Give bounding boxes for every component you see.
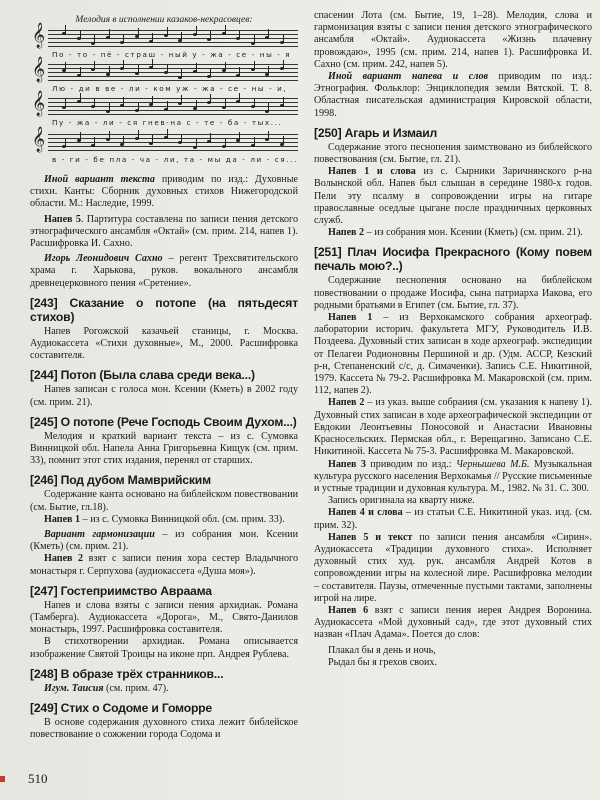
note-head (222, 32, 226, 35)
treble-clef-icon: 𝄞 (32, 127, 46, 152)
paragraph-251f: Напев 4 и слова – из статьи С.Е. Никитиной указ. изд. (см. прим. 32). (314, 507, 592, 531)
paragraph-251h: Напев 6 взят с записи пения иерея Андрея Воронина. Аудиокассета «Мой духовный сад», где этот духовный стих назван «Плач Адама». Поется до слов: (314, 604, 592, 641)
paragraph-245: Мелодия и краткий вариант текста – из с. Сумовка Винницкой обл. Напела Анна Григорьевна Кищук (см. прим. 33), помнит этот стих издания, перенял от старших. (30, 430, 298, 467)
note-head (135, 109, 139, 112)
note-head (251, 42, 255, 45)
note-head (280, 143, 284, 146)
staff-3 (32, 91, 298, 116)
note-head (62, 69, 66, 72)
note-head (251, 105, 255, 108)
heading-246: [246] Под дубом Мамврийским (30, 473, 211, 488)
paragraph-243: Напев Рогожской казачьей станицы, г. Москва. Аудиокассета «Стихи духовные», М., 2000. Расшифровка составителя. (30, 325, 298, 362)
treble-clef-icon: 𝄞 (32, 91, 46, 116)
paragraph-napev5: Напев 5. Партитура составлена по записи пения детского этнографического ансамбля «Октай» (см. прим. 214, напев 1). Расшифровка И. Сахно. (30, 213, 298, 250)
note-head (120, 41, 124, 44)
note-head (106, 73, 110, 76)
note-head (178, 76, 182, 79)
note-head (106, 36, 110, 39)
note-head (207, 101, 211, 104)
music-score (30, 14, 298, 172)
paragraph-250c: Напев 2 – из собрания мон. Ксении (Кметь) (см. прим. 21). (328, 227, 583, 239)
note-head (265, 36, 269, 39)
note-head (193, 107, 197, 110)
note-head (222, 69, 226, 72)
note-head (251, 68, 255, 71)
note-head (193, 70, 197, 73)
note-head (280, 67, 284, 70)
note-head (77, 74, 81, 77)
paragraph-sakhno: Игорь Леонидович Сахно – регент Трехсвятительского храма г. Харькова, руков. вокального ансамбля древнецерковного пения «Сретение». (30, 253, 299, 289)
verse-line-2: Рыдал бы я грехов своих. (328, 656, 437, 668)
note-head (77, 139, 81, 142)
note-head (62, 145, 66, 148)
note-head (106, 138, 110, 141)
note-head (120, 143, 124, 146)
paragraph-251a: Содержание песнопения основано на библейском повествовании о продаже Иосифа, сына патриарха Иакова, его родными братьями в Египет (см. Бытие, гл. 37). (314, 275, 592, 311)
note-head (62, 106, 66, 109)
paragraph-246c: Вариант гармонизации – из собрания мон. Ксении (Кметь) (см. прим. 21). (30, 529, 298, 553)
paragraph-244: Напев записан с голоса мон. Ксении (Кметь) в 2002 году (см. прим. 21). (30, 384, 298, 408)
note-head (164, 108, 168, 111)
notes-1 (48, 30, 298, 46)
note-head (164, 71, 168, 74)
note-head (106, 110, 110, 113)
note-head (149, 66, 153, 69)
staff-2 (32, 57, 298, 82)
staff-4 (32, 127, 298, 152)
note-head (222, 106, 226, 109)
paragraph-vyatka: Иной вариант напева и слов приводим по изд.: Этнография. Фольклор: Энциклопедия земли Вятской. Т. 8. Областная писательская администрация Кировской области, 1998. (314, 71, 592, 119)
note-head (222, 145, 226, 148)
lyrics-line-3: Пу - жа - ли - ся гнев-на с - те - ба - тых... (52, 118, 283, 127)
note-head (207, 140, 211, 143)
note-head (91, 105, 95, 108)
heading-250: [250] Агарь и Измаил (314, 125, 438, 140)
note-head (265, 110, 269, 113)
note-head (207, 75, 211, 78)
paragraph-251b: Напев 1 – из Верхокамского собрания археограф. лаборатории историч. факультета МГУ, Руководитель И.В. Поздеева. Духовный стих записан в ходе археограф. экспедиции от Пелагеи Родионовны Першиной и др. (Удм. АССР, Кезский р-н, Степаненский с/с, д. Симаченки). Запись С.Е. Никитиной, 1979. Кассета № 79-2. Расшифровка М. Макаровской (см. прим. 112, напев 2). (314, 312, 592, 397)
note-head (236, 74, 240, 77)
paragraph-246d: Напев 2 взят с записи пения хора сестер Владычного монастыря г. Серпухова (аудиокассета «Душа моя»). (30, 553, 298, 577)
heading-251: [251] Плач Иосифа Прекрасного (Кому повем печаль мою?..) (314, 245, 592, 274)
paragraph-247b: В стихотворении архидиак. Романа описывается изображение Святой Троицы на иконе прп. Андрея Рублева. (30, 636, 298, 660)
treble-clef-icon: 𝄞 (32, 57, 46, 82)
notes-3 (48, 98, 298, 114)
lyrics-line-2: Лю - ди в ве - ли - ком уж - жа - се - ны - и, (52, 84, 288, 93)
paragraph-variant: Иной вариант текста приводим по изд.: Духовные стихи. Канты: Сборник духовных стихов Нижегородской области. М.: Наследие, 1999. (30, 174, 299, 210)
paragraph-249: В основе содержания духовного стиха лежит библейское повествование о сожжении города Содома и (30, 717, 298, 741)
note-head (149, 142, 153, 145)
note-head (193, 146, 197, 149)
heading-244: [244] Потоп (Была слава среди века...) (30, 368, 255, 383)
note-head (164, 136, 168, 139)
paragraph-251g: Напев 5 и текст по записи пения ансамбля «Сирин». Аудиокассета «Традиции духовного стиха». Исполняет духовный стих худ. рук. ансамбля Андрей Котов в сопровождении игры на колесной лире. Расшифровка мелодии – составителя. Паузы, отмеченные пустыми тактами, заполнены игрой на лире. (314, 531, 592, 604)
paragraph-248: Игум. Таисия (см. прим. 47). (44, 682, 169, 694)
note-head (280, 41, 284, 44)
paragraph-251d: Напев 3 приводим по изд.: Чернышева М.Б. Музыкальная культура русского населения Верхокамья // Русские письменные и устные традиции и духовная культура. М., 1982. № 31. С. 300. (314, 458, 592, 494)
note-head (207, 38, 211, 41)
heading-247: [247] Гостеприимство Авраама (30, 583, 212, 598)
note-head (265, 138, 269, 141)
note-head (135, 35, 139, 38)
right-column (314, 10, 592, 669)
heading-248: [248] В образе трёх странников... (30, 666, 224, 681)
note-head (193, 33, 197, 36)
note-head (149, 103, 153, 106)
paragraph-247a: Напев и слова взяты с записи пения архидиак. Романа (Тамберга). Аудиокассета «Дорога», М., Свято-Данилов монастырь, 1997. Расшифровка составителя. (30, 599, 298, 636)
left-column (30, 14, 298, 742)
paragraph-continued: спасении Лота (см. Бытие, 19, 1–28). Мелодия, слова и гармонизация взяты с записи пения детского этнографического ансамбля «Октай». Аудиокассета «Жизнь плачевну провождаю», 1995 (см. прим. 214, напев 1). Расшифровка И. Сахно (см. прим. 242, напев 5). (314, 10, 592, 70)
heading-249: [249] Стих о Содоме и Гоморре (30, 701, 213, 716)
treble-clef-icon: 𝄞 (32, 23, 46, 48)
paragraph-250b: Напев 1 и слова из с. Сырники Заричнянского р-на Волынской обл. Напев был слышан в середине 1980-х годов. Пели эту псалму в сопровождении игры на гитаре православные оседлые цыгане после праздничных церковных служб. (314, 166, 592, 227)
note-head (135, 137, 139, 140)
note-head (91, 42, 95, 45)
paragraph-251e: Запись оригинала на кварту ниже. (328, 495, 475, 507)
note-head (91, 68, 95, 71)
note-head (120, 67, 124, 70)
note-head (178, 39, 182, 42)
note-head (251, 144, 255, 147)
lyrics-line-1: По - то - пё - страш - ный у - жа - се - ны - я (52, 50, 292, 59)
note-head (77, 37, 81, 40)
paragraph-251c: Напев 2 – из указ. выше собрания (см. указания к напеву 1). Духовный стих записан в ходе археографической экспедиции от Евдокии Леонтьевны Поносовой и Анастасии Ивановны Красносельских. Пермская обл., г. Верещагино. Записано С.Е. Никитиной. Кассета № 75-3. Расшифровка М. Макаровской. (314, 397, 592, 458)
paragraph-250a: Содержание этого песнопения заимствовано из библейского повествования (см. Бытие, гл. 21). (314, 141, 592, 166)
note-head (280, 104, 284, 107)
note-head (178, 141, 182, 144)
note-head (62, 32, 66, 35)
page-number: 510 (28, 771, 48, 786)
paragraph-246b: Напев 1 – из с. Сумовка Винницкой обл. (см. прим. 33). (44, 513, 285, 525)
note-head (265, 73, 269, 76)
heading-243: [243] Сказание о потопе (на пятьдесят стихов) (30, 295, 298, 324)
note-head (236, 139, 240, 142)
note-head (135, 72, 139, 75)
staff-1 (32, 23, 298, 48)
note-head (77, 100, 81, 103)
notes-4 (48, 134, 298, 150)
note-head (120, 104, 124, 107)
red-marker (0, 776, 5, 782)
paragraph-246a: Содержание канта основано на библейском повествовании (см. Бытие, гл.18). (30, 489, 298, 513)
verse-line-1: Плакал бы я день и ночь, (328, 644, 436, 656)
note-head (236, 100, 240, 103)
score-caption: Мелодия в исполнении казаков-некрасовцев: (75, 15, 253, 25)
note-head (164, 34, 168, 37)
note-head (149, 40, 153, 43)
notes-2 (48, 64, 298, 80)
heading-245: [245] О потопе (Рече Господь Своим Духом...) (30, 414, 297, 429)
note-head (236, 37, 240, 40)
note-head (178, 102, 182, 105)
lyrics-line-4: в - ги - бе пла - ча - ли, та - мы да - ли - ся... (52, 155, 298, 164)
note-head (91, 144, 95, 147)
